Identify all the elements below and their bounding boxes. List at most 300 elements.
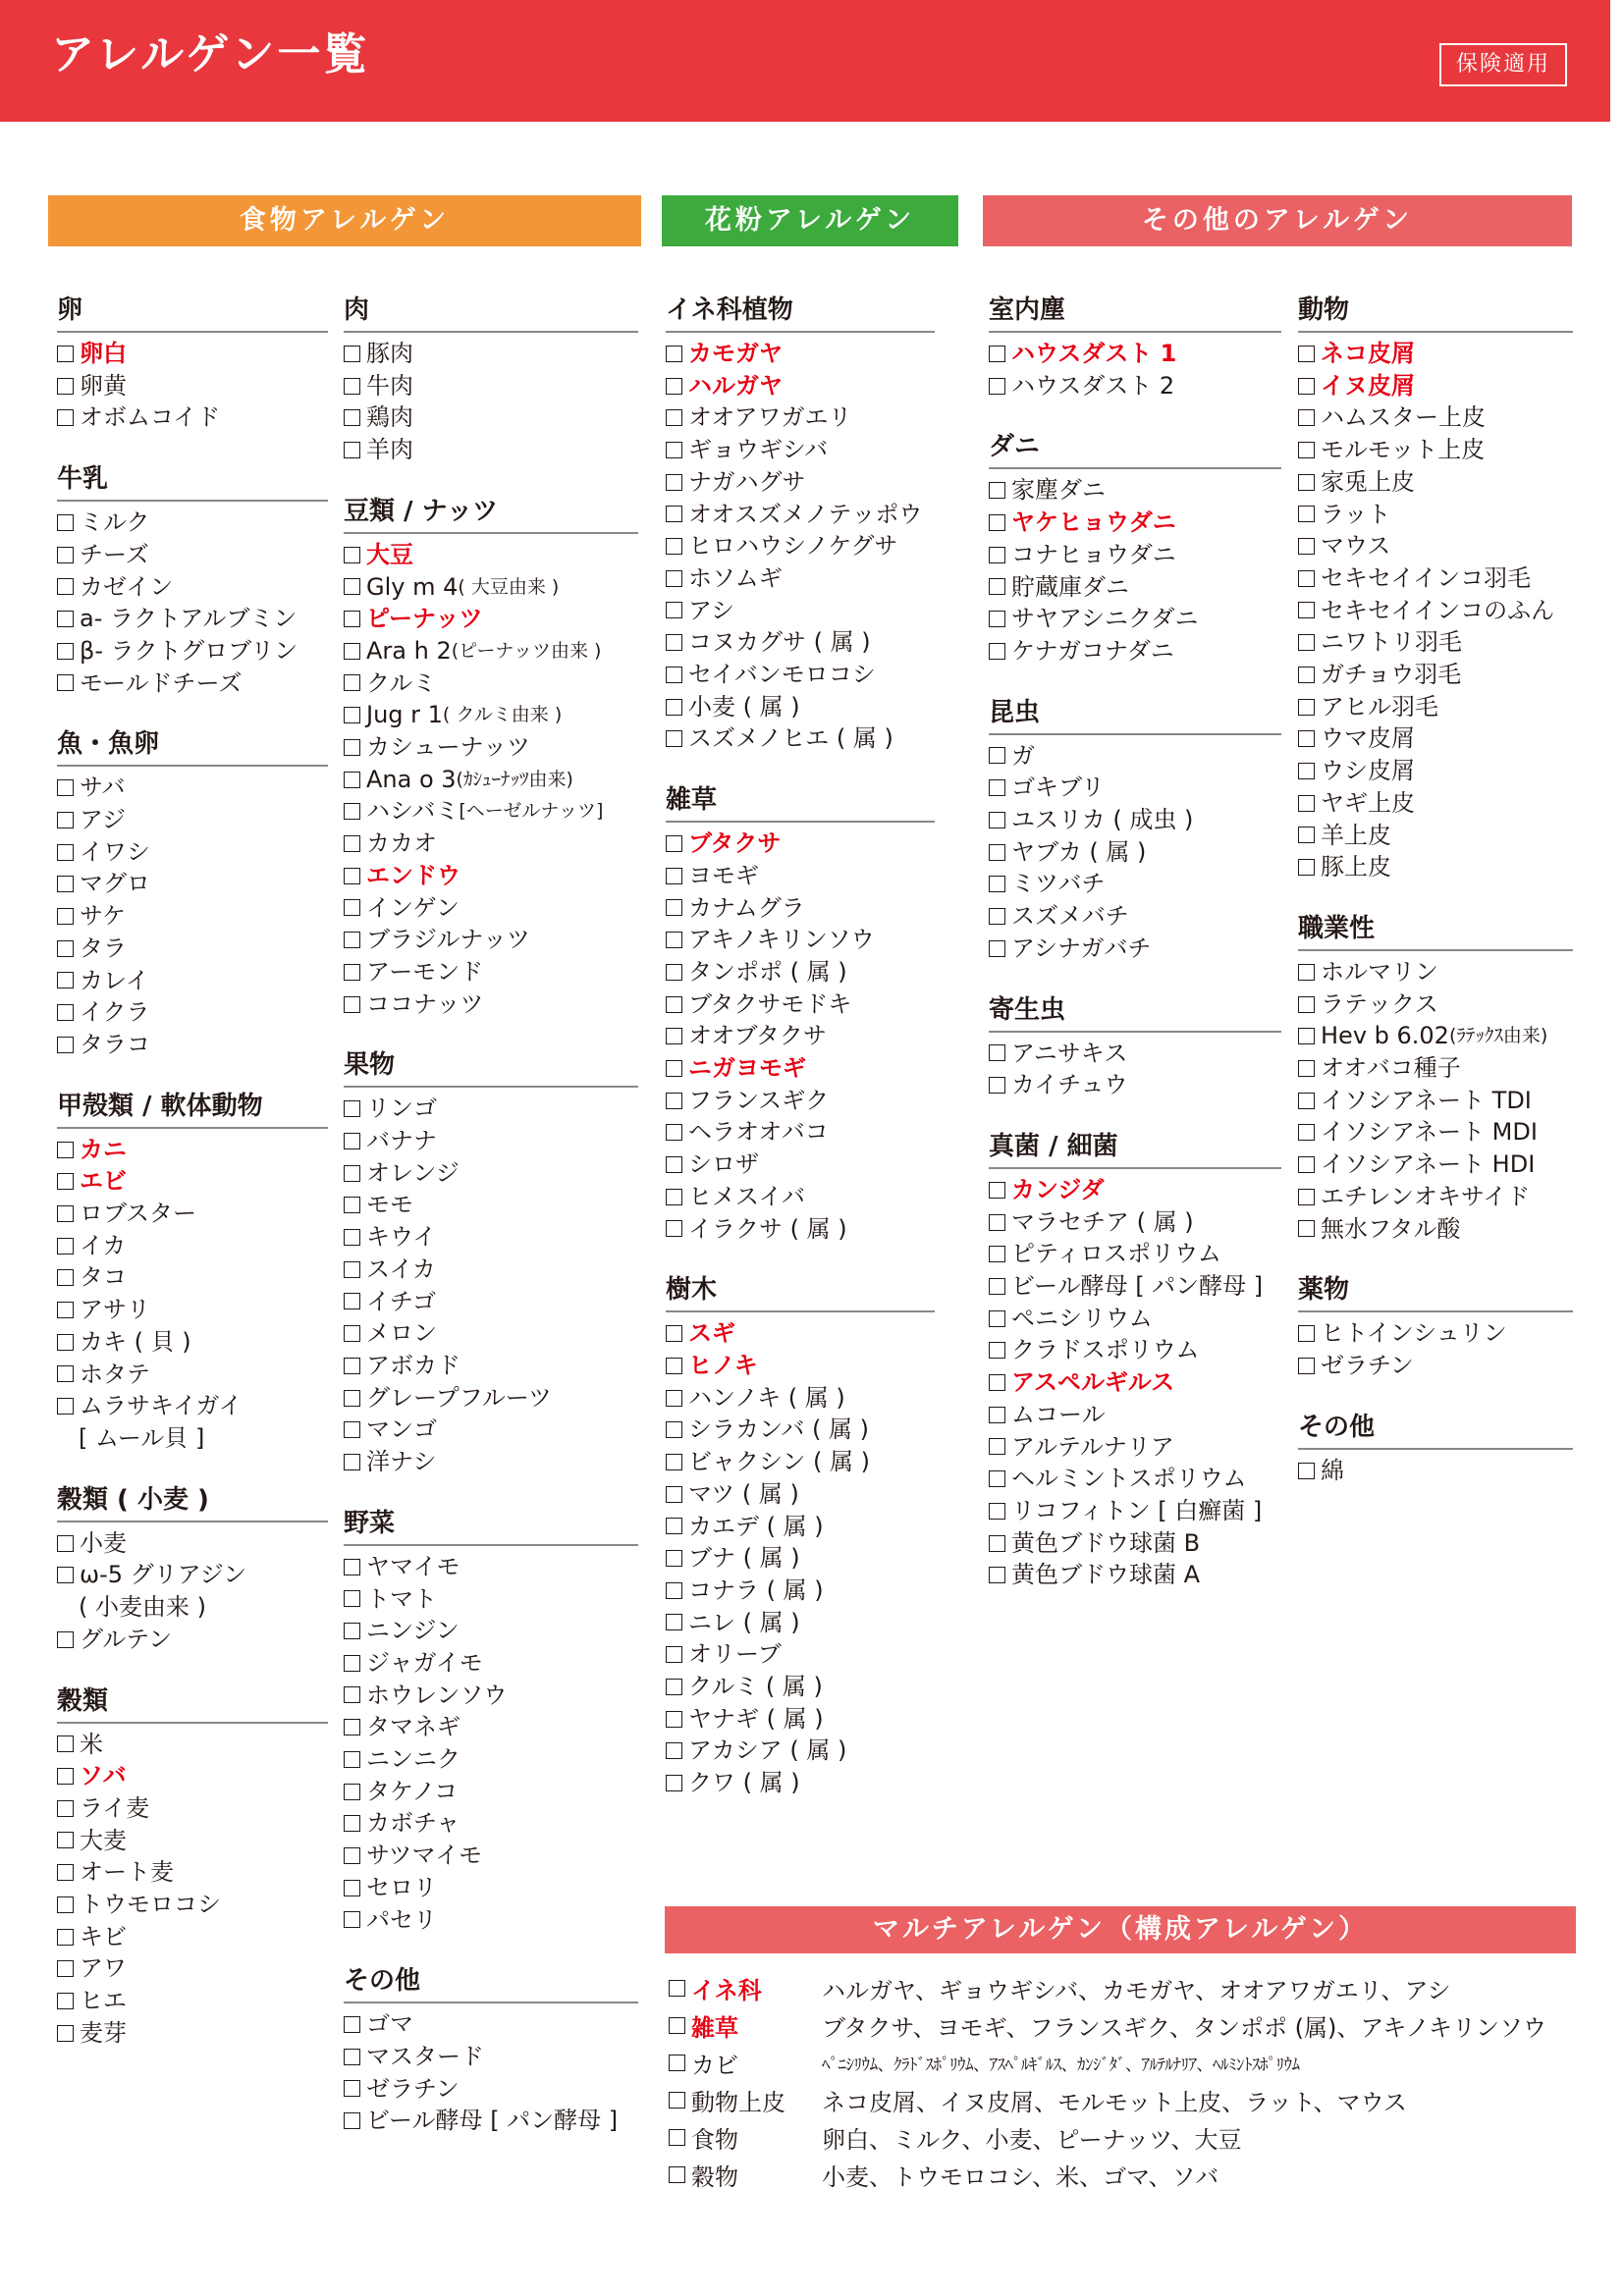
checkbox-icon[interactable] xyxy=(666,899,682,916)
allergen-checkbox-item[interactable] xyxy=(344,635,638,667)
checkbox-icon[interactable] xyxy=(989,578,1005,595)
allergen-checkbox-item[interactable] xyxy=(344,1189,638,1221)
checkbox-icon[interactable] xyxy=(57,643,74,660)
checkbox-icon[interactable] xyxy=(344,1197,360,1213)
checkbox-icon[interactable] xyxy=(344,1911,360,1928)
allergen-checkbox-item[interactable] xyxy=(344,795,638,828)
multi-allergen-row[interactable] xyxy=(669,1969,1451,2006)
checkbox-icon[interactable] xyxy=(57,1768,74,1785)
checkbox-icon[interactable] xyxy=(669,2092,685,2109)
allergen-checkbox-item[interactable] xyxy=(344,571,638,604)
allergen-checkbox-item[interactable] xyxy=(1298,370,1573,402)
allergen-checkbox-item[interactable] xyxy=(666,1542,935,1575)
checkbox-icon[interactable] xyxy=(989,611,1005,627)
checkbox-icon[interactable] xyxy=(989,482,1005,499)
allergen-checkbox-item[interactable] xyxy=(1298,1148,1573,1181)
allergen-checkbox-item[interactable] xyxy=(344,1221,638,1254)
allergen-checkbox-item[interactable] xyxy=(666,434,935,466)
checkbox-icon[interactable] xyxy=(57,1735,74,1752)
allergen-checkbox-item[interactable] xyxy=(57,2017,328,2050)
allergen-checkbox-item[interactable] xyxy=(344,892,638,925)
allergen-checkbox-item[interactable] xyxy=(666,1052,935,1085)
allergen-checkbox-item[interactable] xyxy=(57,1527,328,1560)
allergen-checkbox-item[interactable] xyxy=(344,2008,638,2041)
checkbox-icon[interactable] xyxy=(57,812,74,828)
checkbox-icon[interactable] xyxy=(344,1719,360,1735)
checkbox-icon[interactable] xyxy=(344,868,360,884)
checkbox-icon[interactable] xyxy=(989,1438,1005,1455)
allergen-checkbox-item[interactable] xyxy=(57,1165,328,1198)
allergen-checkbox-item[interactable] xyxy=(57,996,328,1029)
checkbox-icon[interactable] xyxy=(57,1365,74,1382)
checkbox-icon[interactable] xyxy=(57,1800,74,1817)
checkbox-icon[interactable] xyxy=(989,1044,1005,1061)
checkbox-icon[interactable] xyxy=(1298,634,1315,651)
allergen-checkbox-item[interactable] xyxy=(1298,338,1573,370)
checkbox-icon[interactable] xyxy=(344,1133,360,1149)
allergen-checkbox-item[interactable] xyxy=(57,571,328,604)
allergen-checkbox-item[interactable] xyxy=(344,338,638,370)
allergen-checkbox-item[interactable] xyxy=(57,1230,328,1262)
checkbox-icon[interactable] xyxy=(666,1358,682,1374)
checkbox-icon[interactable] xyxy=(57,1864,74,1881)
allergen-checkbox-item[interactable] xyxy=(57,1792,328,1825)
checkbox-icon[interactable] xyxy=(989,876,1005,892)
checkbox-icon[interactable] xyxy=(669,2166,685,2183)
checkbox-icon[interactable] xyxy=(57,1302,74,1318)
allergen-checkbox-item[interactable] xyxy=(57,1390,328,1422)
checkbox-icon[interactable] xyxy=(666,1390,682,1407)
allergen-checkbox-item[interactable] xyxy=(344,1125,638,1157)
allergen-checkbox-item[interactable] xyxy=(1298,1116,1573,1148)
allergen-checkbox-item[interactable] xyxy=(666,659,935,691)
checkbox-icon[interactable] xyxy=(666,506,682,522)
allergen-checkbox-item[interactable] xyxy=(344,1872,638,1904)
allergen-checkbox-item[interactable] xyxy=(344,1093,638,1125)
checkbox-icon[interactable] xyxy=(989,346,1005,362)
checkbox-icon[interactable] xyxy=(57,1205,74,1222)
checkbox-icon[interactable] xyxy=(666,1189,682,1205)
checkbox-icon[interactable] xyxy=(669,2017,685,2034)
allergen-checkbox-item[interactable] xyxy=(989,1495,1281,1527)
allergen-checkbox-item[interactable] xyxy=(666,1607,935,1639)
allergen-checkbox-item[interactable] xyxy=(344,1743,638,1776)
checkbox-icon[interactable] xyxy=(344,1229,360,1246)
allergen-checkbox-item[interactable] xyxy=(666,892,935,925)
allergen-checkbox-item[interactable] xyxy=(989,772,1281,804)
checkbox-icon[interactable] xyxy=(344,1847,360,1864)
checkbox-icon[interactable] xyxy=(989,779,1005,796)
allergen-checkbox-item[interactable] xyxy=(344,667,638,700)
allergen-checkbox-item[interactable] xyxy=(57,772,328,804)
checkbox-icon[interactable] xyxy=(57,1832,74,1848)
allergen-checkbox-item[interactable] xyxy=(57,1624,328,1656)
checkbox-icon[interactable] xyxy=(344,547,360,563)
multi-allergen-row[interactable] xyxy=(669,2118,1241,2156)
checkbox-icon[interactable] xyxy=(989,1567,1005,1583)
allergen-checkbox-item[interactable] xyxy=(1298,659,1573,691)
allergen-checkbox-item[interactable] xyxy=(1298,1350,1573,1382)
checkbox-icon[interactable] xyxy=(57,1896,74,1913)
checkbox-icon[interactable] xyxy=(989,940,1005,957)
allergen-checkbox-item[interactable] xyxy=(1298,466,1573,499)
allergen-checkbox-item[interactable] xyxy=(1298,595,1573,627)
checkbox-icon[interactable] xyxy=(57,547,74,563)
allergen-checkbox-item[interactable] xyxy=(1298,562,1573,595)
allergen-checkbox-item[interactable] xyxy=(666,370,935,402)
checkbox-icon[interactable] xyxy=(57,1334,74,1351)
allergen-checkbox-item[interactable] xyxy=(57,1294,328,1326)
multi-allergen-row[interactable] xyxy=(669,2156,1218,2193)
allergen-checkbox-item[interactable] xyxy=(666,1414,935,1446)
checkbox-icon[interactable] xyxy=(1298,1156,1315,1173)
checkbox-icon[interactable] xyxy=(344,1100,360,1117)
checkbox-icon[interactable] xyxy=(344,1358,360,1374)
checkbox-icon[interactable] xyxy=(666,1486,682,1503)
checkbox-icon[interactable] xyxy=(989,1310,1005,1327)
allergen-checkbox-item[interactable] xyxy=(57,1729,328,1761)
checkbox-icon[interactable] xyxy=(57,1398,74,1415)
allergen-checkbox-item[interactable] xyxy=(666,1478,935,1511)
checkbox-icon[interactable] xyxy=(57,378,74,395)
checkbox-icon[interactable] xyxy=(1298,964,1315,981)
allergen-checkbox-item[interactable] xyxy=(57,804,328,836)
checkbox-icon[interactable] xyxy=(344,2016,360,2033)
allergen-checkbox-item[interactable] xyxy=(344,699,638,731)
allergen-checkbox-item[interactable] xyxy=(666,1735,935,1767)
checkbox-icon[interactable] xyxy=(57,346,74,362)
allergen-checkbox-item[interactable] xyxy=(344,401,638,434)
allergen-checkbox-item[interactable] xyxy=(666,530,935,562)
allergen-checkbox-item[interactable] xyxy=(344,1840,638,1872)
allergen-checkbox-item[interactable] xyxy=(666,401,935,434)
allergen-checkbox-item[interactable] xyxy=(57,1134,328,1166)
checkbox-icon[interactable] xyxy=(57,514,74,531)
allergen-checkbox-item[interactable] xyxy=(344,1317,638,1350)
allergen-checkbox-item[interactable] xyxy=(344,1254,638,1286)
checkbox-icon[interactable] xyxy=(344,803,360,820)
allergen-checkbox-item[interactable] xyxy=(1298,820,1573,852)
checkbox-icon[interactable] xyxy=(344,707,360,723)
allergen-checkbox-item[interactable] xyxy=(57,900,328,933)
allergen-checkbox-item[interactable] xyxy=(344,1414,638,1446)
checkbox-icon[interactable] xyxy=(57,674,74,691)
checkbox-icon[interactable] xyxy=(989,1407,1005,1423)
allergen-checkbox-item[interactable] xyxy=(666,956,935,988)
allergen-checkbox-item[interactable] xyxy=(57,401,328,434)
allergen-checkbox-item[interactable] xyxy=(1298,434,1573,466)
allergen-checkbox-item[interactable] xyxy=(989,1238,1281,1270)
checkbox-icon[interactable] xyxy=(57,1037,74,1053)
checkbox-icon[interactable] xyxy=(57,1993,74,2009)
checkbox-icon[interactable] xyxy=(1298,538,1315,555)
allergen-checkbox-item[interactable] xyxy=(344,1583,638,1616)
allergen-checkbox-item[interactable] xyxy=(989,1174,1281,1206)
allergen-checkbox-item[interactable] xyxy=(57,933,328,965)
allergen-checkbox-item[interactable] xyxy=(666,466,935,499)
allergen-checkbox-item[interactable] xyxy=(344,370,638,402)
checkbox-icon[interactable] xyxy=(989,1246,1005,1262)
allergen-checkbox-item[interactable] xyxy=(57,1559,328,1591)
allergen-checkbox-item[interactable] xyxy=(989,1527,1281,1560)
allergen-checkbox-item[interactable] xyxy=(57,370,328,402)
checkbox-icon[interactable] xyxy=(989,908,1005,925)
checkbox-icon[interactable] xyxy=(989,514,1005,531)
checkbox-icon[interactable] xyxy=(344,1751,360,1768)
checkbox-icon[interactable] xyxy=(57,1269,74,1286)
allergen-checkbox-item[interactable] xyxy=(344,1711,638,1743)
allergen-checkbox-item[interactable] xyxy=(344,1807,638,1840)
allergen-checkbox-item[interactable] xyxy=(666,924,935,956)
checkbox-icon[interactable] xyxy=(344,1421,360,1438)
allergen-checkbox-item[interactable] xyxy=(666,1020,935,1052)
checkbox-icon[interactable] xyxy=(344,1165,360,1182)
checkbox-icon[interactable] xyxy=(989,1374,1005,1391)
allergen-checkbox-item[interactable] xyxy=(1298,1317,1573,1350)
allergen-checkbox-item[interactable] xyxy=(1298,1052,1573,1085)
checkbox-icon[interactable] xyxy=(666,570,682,587)
allergen-checkbox-item[interactable] xyxy=(57,1856,328,1889)
checkbox-icon[interactable] xyxy=(1298,1463,1315,1479)
allergen-checkbox-item[interactable] xyxy=(666,1317,935,1350)
allergen-checkbox-item[interactable] xyxy=(666,691,935,723)
checkbox-icon[interactable] xyxy=(344,346,360,362)
allergen-checkbox-item[interactable] xyxy=(344,434,638,466)
checkbox-icon[interactable] xyxy=(344,899,360,916)
allergen-checkbox-item[interactable] xyxy=(989,933,1281,965)
allergen-checkbox-item[interactable] xyxy=(989,507,1281,539)
allergen-checkbox-item[interactable] xyxy=(344,2105,638,2137)
checkbox-icon[interactable] xyxy=(666,1646,682,1663)
allergen-checkbox-item[interactable] xyxy=(989,474,1281,507)
checkbox-icon[interactable] xyxy=(344,674,360,691)
checkbox-icon[interactable] xyxy=(344,1261,360,1278)
allergen-checkbox-item[interactable] xyxy=(666,1446,935,1478)
allergen-checkbox-item[interactable] xyxy=(344,860,638,892)
checkbox-icon[interactable] xyxy=(666,1614,682,1630)
checkbox-icon[interactable] xyxy=(344,2049,360,2065)
allergen-checkbox-item[interactable] xyxy=(57,1889,328,1921)
allergen-checkbox-item[interactable] xyxy=(989,1431,1281,1464)
checkbox-icon[interactable] xyxy=(57,1142,74,1158)
checkbox-icon[interactable] xyxy=(57,1004,74,1021)
allergen-checkbox-item[interactable] xyxy=(344,828,638,860)
checkbox-icon[interactable] xyxy=(666,964,682,981)
checkbox-icon[interactable] xyxy=(666,1582,682,1599)
checkbox-icon[interactable] xyxy=(989,747,1005,764)
allergen-checkbox-item[interactable] xyxy=(666,338,935,370)
allergen-checkbox-item[interactable] xyxy=(1298,1020,1573,1052)
allergen-checkbox-item[interactable] xyxy=(1298,851,1573,883)
allergen-checkbox-item[interactable] xyxy=(989,1366,1281,1399)
allergen-checkbox-item[interactable] xyxy=(57,1198,328,1230)
checkbox-icon[interactable] xyxy=(344,611,360,627)
checkbox-icon[interactable] xyxy=(666,378,682,395)
allergen-checkbox-item[interactable] xyxy=(1298,787,1573,820)
allergen-checkbox-item[interactable] xyxy=(1298,691,1573,723)
allergen-checkbox-item[interactable] xyxy=(57,1029,328,1061)
checkbox-icon[interactable] xyxy=(1298,346,1315,362)
allergen-checkbox-item[interactable] xyxy=(666,1703,935,1735)
checkbox-icon[interactable] xyxy=(666,1518,682,1534)
checkbox-icon[interactable] xyxy=(989,378,1005,395)
allergen-checkbox-item[interactable] xyxy=(1298,499,1573,531)
checkbox-icon[interactable] xyxy=(344,1325,360,1342)
checkbox-icon[interactable] xyxy=(57,578,74,595)
allergen-checkbox-item[interactable] xyxy=(666,499,935,531)
checkbox-icon[interactable] xyxy=(666,634,682,651)
checkbox-icon[interactable] xyxy=(666,1550,682,1567)
checkbox-icon[interactable] xyxy=(666,409,682,426)
allergen-checkbox-item[interactable] xyxy=(57,1760,328,1792)
checkbox-icon[interactable] xyxy=(57,1173,74,1190)
allergen-checkbox-item[interactable] xyxy=(57,1326,328,1359)
checkbox-icon[interactable] xyxy=(666,1124,682,1141)
allergen-checkbox-item[interactable] xyxy=(666,1181,935,1213)
checkbox-icon[interactable] xyxy=(344,1390,360,1407)
allergen-checkbox-item[interactable] xyxy=(989,571,1281,604)
checkbox-icon[interactable] xyxy=(669,2055,685,2071)
allergen-checkbox-item[interactable] xyxy=(57,507,328,539)
multi-allergen-row[interactable] xyxy=(669,2044,1300,2081)
allergen-checkbox-item[interactable] xyxy=(344,1776,638,1808)
checkbox-icon[interactable] xyxy=(666,346,682,362)
allergen-checkbox-item[interactable] xyxy=(57,1261,328,1294)
checkbox-icon[interactable] xyxy=(344,1880,360,1896)
allergen-checkbox-item[interactable] xyxy=(344,731,638,764)
allergen-checkbox-item[interactable] xyxy=(344,1647,638,1680)
checkbox-icon[interactable] xyxy=(666,1325,682,1342)
allergen-checkbox-item[interactable] xyxy=(344,764,638,796)
allergen-checkbox-item[interactable] xyxy=(666,1767,935,1799)
allergen-checkbox-item[interactable] xyxy=(57,338,328,370)
checkbox-icon[interactable] xyxy=(57,1535,74,1552)
checkbox-icon[interactable] xyxy=(57,876,74,892)
checkbox-icon[interactable] xyxy=(344,643,360,660)
allergen-checkbox-item[interactable] xyxy=(666,828,935,860)
allergen-checkbox-item[interactable] xyxy=(989,900,1281,933)
checkbox-icon[interactable] xyxy=(57,409,74,426)
checkbox-icon[interactable] xyxy=(989,1503,1005,1520)
checkbox-icon[interactable] xyxy=(1298,602,1315,618)
allergen-checkbox-item[interactable] xyxy=(344,1157,638,1190)
checkbox-icon[interactable] xyxy=(989,844,1005,861)
checkbox-icon[interactable] xyxy=(1298,859,1315,876)
checkbox-icon[interactable] xyxy=(666,835,682,852)
allergen-checkbox-item[interactable] xyxy=(989,1069,1281,1101)
checkbox-icon[interactable] xyxy=(57,940,74,957)
checkbox-icon[interactable] xyxy=(344,1784,360,1800)
checkbox-icon[interactable] xyxy=(989,643,1005,660)
checkbox-icon[interactable] xyxy=(666,996,682,1013)
checkbox-icon[interactable] xyxy=(1298,1028,1315,1044)
allergen-checkbox-item[interactable] xyxy=(1298,530,1573,562)
checkbox-icon[interactable] xyxy=(1298,730,1315,747)
allergen-checkbox-item[interactable] xyxy=(666,562,935,595)
checkbox-icon[interactable] xyxy=(57,779,74,796)
checkbox-icon[interactable] xyxy=(989,1182,1005,1199)
checkbox-icon[interactable] xyxy=(666,538,682,555)
checkbox-icon[interactable] xyxy=(989,1342,1005,1359)
checkbox-icon[interactable] xyxy=(344,964,360,981)
allergen-checkbox-item[interactable] xyxy=(57,868,328,900)
checkbox-icon[interactable] xyxy=(57,1929,74,1946)
checkbox-icon[interactable] xyxy=(1298,1060,1315,1077)
checkbox-icon[interactable] xyxy=(57,844,74,861)
allergen-checkbox-item[interactable] xyxy=(989,338,1281,370)
checkbox-icon[interactable] xyxy=(344,1559,360,1575)
allergen-checkbox-item[interactable] xyxy=(344,1286,638,1318)
checkbox-icon[interactable] xyxy=(57,1631,74,1648)
allergen-checkbox-item[interactable] xyxy=(57,836,328,869)
allergen-checkbox-item[interactable] xyxy=(344,2073,638,2106)
allergen-checkbox-item[interactable] xyxy=(1298,1455,1573,1487)
checkbox-icon[interactable] xyxy=(669,1980,685,1997)
allergen-checkbox-item[interactable] xyxy=(57,1985,328,2017)
allergen-checkbox-item[interactable] xyxy=(57,1825,328,1857)
allergen-checkbox-item[interactable] xyxy=(1298,956,1573,988)
checkbox-icon[interactable] xyxy=(666,1454,682,1470)
checkbox-icon[interactable] xyxy=(669,2129,685,2146)
checkbox-icon[interactable] xyxy=(989,1535,1005,1552)
checkbox-icon[interactable] xyxy=(344,1686,360,1703)
allergen-checkbox-item[interactable] xyxy=(344,1680,638,1712)
allergen-checkbox-item[interactable] xyxy=(666,1213,935,1246)
allergen-checkbox-item[interactable] xyxy=(344,1551,638,1583)
checkbox-icon[interactable] xyxy=(666,699,682,716)
allergen-checkbox-item[interactable] xyxy=(989,539,1281,571)
checkbox-icon[interactable] xyxy=(344,578,360,595)
allergen-checkbox-item[interactable] xyxy=(989,603,1281,635)
checkbox-icon[interactable] xyxy=(666,1060,682,1077)
checkbox-icon[interactable] xyxy=(989,1470,1005,1487)
checkbox-icon[interactable] xyxy=(57,1567,74,1583)
checkbox-icon[interactable] xyxy=(666,1156,682,1173)
allergen-checkbox-item[interactable] xyxy=(989,1334,1281,1366)
checkbox-icon[interactable] xyxy=(344,442,360,458)
allergen-checkbox-item[interactable] xyxy=(1298,1213,1573,1246)
allergen-checkbox-item[interactable] xyxy=(989,370,1281,402)
allergen-checkbox-item[interactable] xyxy=(666,1116,935,1148)
checkbox-icon[interactable] xyxy=(344,409,360,426)
allergen-checkbox-item[interactable] xyxy=(344,956,638,988)
checkbox-icon[interactable] xyxy=(666,730,682,747)
allergen-checkbox-item[interactable] xyxy=(57,603,328,635)
allergen-checkbox-item[interactable] xyxy=(344,603,638,635)
allergen-checkbox-item[interactable] xyxy=(666,1350,935,1382)
checkbox-icon[interactable] xyxy=(344,1590,360,1607)
allergen-checkbox-item[interactable] xyxy=(666,1148,935,1181)
checkbox-icon[interactable] xyxy=(344,2112,360,2129)
checkbox-icon[interactable] xyxy=(666,1028,682,1044)
checkbox-icon[interactable] xyxy=(344,1815,360,1832)
checkbox-icon[interactable] xyxy=(1298,1189,1315,1205)
checkbox-icon[interactable] xyxy=(666,1421,682,1438)
allergen-checkbox-item[interactable] xyxy=(57,667,328,700)
allergen-checkbox-item[interactable] xyxy=(989,635,1281,667)
checkbox-icon[interactable] xyxy=(344,932,360,948)
allergen-checkbox-item[interactable] xyxy=(344,1904,638,1937)
checkbox-icon[interactable] xyxy=(666,868,682,884)
checkbox-icon[interactable] xyxy=(344,835,360,852)
checkbox-icon[interactable] xyxy=(344,378,360,395)
checkbox-icon[interactable] xyxy=(344,1293,360,1309)
allergen-checkbox-item[interactable] xyxy=(344,539,638,571)
allergen-checkbox-item[interactable] xyxy=(989,1038,1281,1070)
allergen-checkbox-item[interactable] xyxy=(57,1359,328,1391)
allergen-checkbox-item[interactable] xyxy=(344,1615,638,1647)
checkbox-icon[interactable] xyxy=(344,772,360,788)
